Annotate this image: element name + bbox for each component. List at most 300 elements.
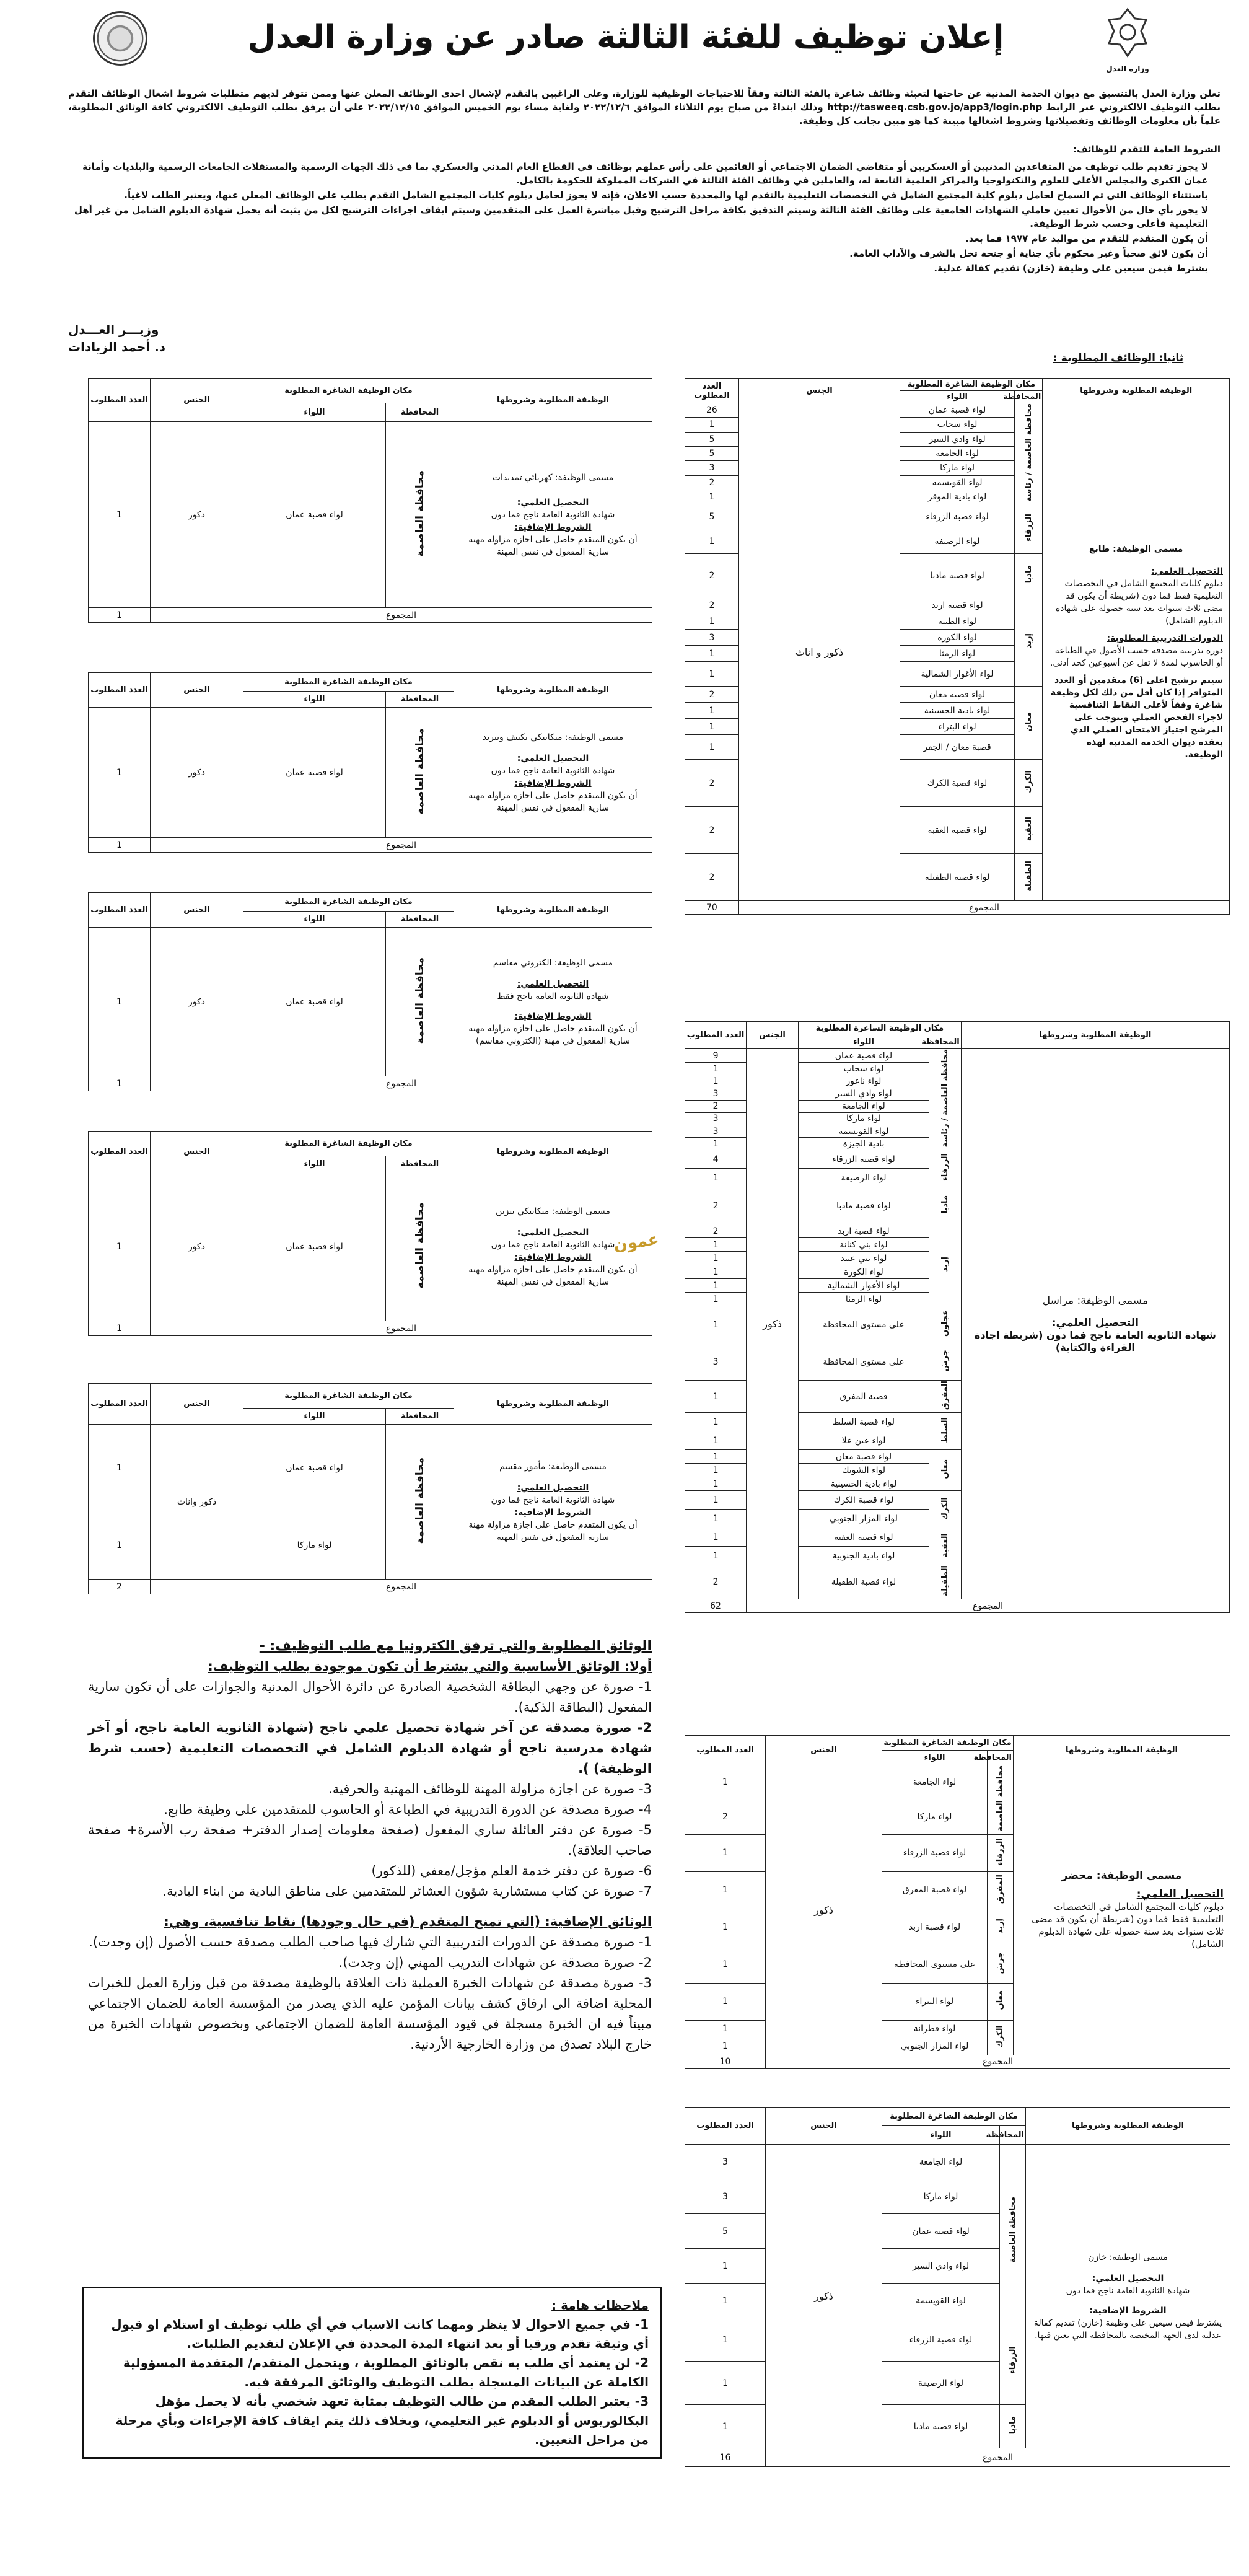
governorate-label: معان: [1023, 712, 1033, 732]
job-title: مسمى الوظيفة: ميكانيكي تكييف وتبريد: [482, 732, 624, 742]
governorate-label: محافظة العاصمة: [413, 728, 426, 815]
count-cell: 9: [685, 1049, 747, 1063]
district-cell: لواء الرصيفة: [882, 2362, 1000, 2405]
district-cell: لواء الرصيفة: [900, 529, 1014, 554]
col-header-count: العدد المطلوب: [89, 1132, 151, 1172]
count-cell: 1: [685, 1909, 766, 1946]
col-header-district: اللواء: [243, 403, 386, 422]
col-header-governorate: المحافظة: [929, 1035, 961, 1049]
total-label: المجموع: [766, 2448, 1230, 2467]
total-label: المجموع: [151, 1580, 652, 1594]
count-cell: 1: [685, 1431, 747, 1450]
edu-heading: التحصيل العلمي:: [517, 1227, 589, 1237]
count-cell: 4: [685, 1150, 747, 1169]
governorate-label: إربد: [996, 1918, 1006, 1934]
col-header-governorate: المحافظة: [1000, 2126, 1026, 2145]
count-cell: 1: [685, 1450, 747, 1464]
district-cell: على مستوى المحافظة: [799, 1306, 929, 1343]
governorate-label: محافظة العاصمة / رئاسة: [940, 1049, 950, 1148]
count-cell: 1: [685, 703, 739, 719]
col-header-count: العدد المطلوب: [685, 379, 739, 403]
governorate-label: الزرقاء: [996, 1837, 1006, 1866]
governorate-label: مادبا: [940, 1195, 950, 1214]
governorate-label: محافظة العاصمة: [996, 1765, 1006, 1832]
count-cell: 3: [685, 1125, 747, 1137]
total-label: المجموع: [151, 1076, 652, 1091]
count-cell: 1: [685, 1138, 747, 1150]
count-cell: 1: [89, 1172, 151, 1321]
col-header-governorate: المحافظة: [1014, 391, 1043, 403]
district-cell: لواء القويسمة: [882, 2284, 1000, 2318]
district-cell: لواء قصبة معان: [900, 687, 1014, 703]
edu-heading: التحصيل العلمي:: [1051, 1316, 1139, 1329]
list-item: أن يكون المتقدم للتقدم من مواليد عام ١٩٧٧ فما بعد.: [965, 233, 1208, 244]
district-cell: لواء ماركا: [243, 1511, 386, 1580]
col-header-gender: الجنس: [151, 893, 243, 928]
district-cell: لواء قصبة عمان: [243, 928, 386, 1076]
minister-title: وزيـــر العـــدل: [68, 322, 159, 337]
courier-conditions: [961, 1049, 1229, 1599]
district-cell: لواء الرصيفة: [799, 1169, 929, 1187]
count-cell: 1: [685, 1477, 747, 1491]
col-header-job: الوظيفة المطلوبة وشروطها: [1014, 1736, 1230, 1765]
col-header-place: مكان الوظيفة الشاغرة المطلوبة: [900, 379, 1043, 391]
count-cell: 1: [685, 646, 739, 662]
job-conditions: [454, 422, 652, 608]
extra-text: أن يكون المتقدم حاصل على اجازة مزاولة مهنة سارية المفعول في نفس المهنة: [468, 1264, 638, 1287]
count-cell: 1: [685, 1252, 747, 1265]
gender-cell: ذكور: [151, 708, 243, 838]
jordan-emblem: [1103, 6, 1152, 74]
col-header-governorate: المحافظة: [386, 912, 454, 928]
edu-heading: التحصيل العلمي:: [1136, 1888, 1224, 1901]
governorate-label: محافظة العاصمة / رئاسة: [1023, 403, 1033, 502]
col-header-gender: الجنس: [151, 1132, 243, 1172]
list-item: 2- لن يعتمد أي طلب به نقص بالوثائق المطلوبة ، ويتحمل المتقدم/ المتقدمة المسؤولية الكاملة عن البيانات المسجلة بطلب التوظيف والوثائق المرفقة فيه.: [123, 2355, 649, 2389]
count-cell: 2: [685, 1187, 747, 1224]
governorate-label: إربد: [1023, 633, 1033, 648]
job-title: مسمى الوظيفة: خازن: [1088, 2252, 1168, 2262]
count-cell: 2: [685, 854, 739, 901]
documents-extra-heading: الوثائق الإضافية: (التي تمنح المتقدم (في حال وجودها) نقاط تنافسية، وهي:: [164, 1914, 652, 1929]
count-cell: 1: [685, 1765, 766, 1800]
district-cell: لواء الجامعة: [882, 2145, 1000, 2179]
count-cell: 1: [685, 1238, 747, 1252]
district-cell: لواء بادية الحسينية: [900, 703, 1014, 719]
col-header-gender: الجنس: [738, 379, 900, 403]
count-cell: 3: [685, 461, 739, 475]
list-item: 5- صورة عن دفتر العائلة ساري المفعول (صفحة معلومات إصدار الدفتر+ صفحة رب الأسرة+ صفحة صاحب العلاقة).: [88, 1822, 652, 1858]
list-item: لا يجوز بأي حال من الأحوال تعيين حاملي الشهادات الجامعية على وظائف الفئة الثالثة وسيتم التدقيق بكافة مراحل الترشيح وقبل مباشرة العمل على المتقدمين وسيتم ايقاف اجراءات الترشيح لكل من يثبت أنه يحمل شهادة الدبلوم الشامل من غير أهل التعليمية فأعلى وحسب شرط الوظيفة.: [74, 204, 1208, 229]
total-label: المجموع: [151, 1321, 652, 1336]
col-header-job: الوظيفة المطلوبة وشروطها: [454, 1132, 652, 1172]
district-cell: لواء البتراء: [900, 719, 1014, 735]
edu-heading: التحصيل العلمي:: [517, 753, 589, 763]
page-title: إعلان توظيف للفئة الثالثة صادر عن وزارة العدل: [247, 19, 1004, 56]
governorate-label: المفرق: [996, 1874, 1006, 1904]
col-header-job: الوظيفة المطلوبة وشروطها: [454, 673, 652, 708]
col-header-place: مكان الوظيفة الشاغرة المطلوبة: [243, 673, 454, 692]
governorate-label: محافظة العاصمة: [413, 470, 426, 557]
switchboard-operator-table: [88, 1383, 652, 1594]
documents-basic-heading: أولا: الوثائق الأساسية والتي يشترط أن تكون موجودة بطلب التوظيف:: [208, 1659, 652, 1674]
ac-mechanic-table: [88, 672, 652, 853]
extra-heading: الشروط الإضافية:: [514, 1011, 592, 1021]
governorate-label: الطفيلة: [940, 1565, 950, 1597]
electronics-table: [88, 892, 652, 1091]
count-cell: 1: [685, 1381, 747, 1413]
edu-text: دبلوم كليات المجتمع الشامل في التخصصات التعليمية فقط فما دون (شريطة أن يكون قد مضى ثلاث سنوات بعد سنة حصوله على شهادة الدبلوم الشامل): [1032, 1901, 1224, 1950]
governorate-label: العقبة: [940, 1533, 950, 1558]
job-title: مسمى الوظيفة: مأمور مقسم: [499, 1461, 607, 1472]
count-cell: 1: [685, 613, 739, 630]
col-header-governorate: المحافظة: [386, 403, 454, 422]
courses-heading: الدورات التدريبية المطلوبة:: [1107, 633, 1223, 644]
edu-heading: التحصيل العلمي:: [1151, 566, 1223, 577]
courier-table: [685, 1021, 1230, 1613]
count-cell: 1: [685, 1063, 747, 1075]
count-cell: 5: [685, 446, 739, 460]
extra-text: أن يكون المتقدم حاصل على اجازة مزاولة مهنة سارية المفعول في نفس المهنة: [468, 534, 638, 557]
col-header-place: مكان الوظيفة الشاغرة المطلوبة: [243, 1384, 454, 1409]
count-cell: 1: [685, 1510, 747, 1528]
district-cell: لواء قصبة الكرك: [799, 1491, 929, 1510]
district-cell: على مستوى المحافظة: [882, 1946, 988, 1983]
governorate-label: جرش: [996, 1952, 1006, 1974]
district-cell: لواء الأغوار الشمالية: [900, 662, 1014, 687]
general-conditions-heading: الشروط العامة للتقدم للوظائف:: [1073, 144, 1221, 155]
count-cell: 3: [685, 630, 739, 646]
list-item: 1- صورة مصدقة عن الدورات التدريبية التي شارك فيها صاحب الطلب مصدقة حسب الأصول (إن وجدت).: [89, 1935, 652, 1950]
total-value: 2: [89, 1580, 151, 1594]
col-header-governorate: المحافظة: [386, 1156, 454, 1172]
emblem-caption: وزارة العدل: [1106, 64, 1149, 73]
col-header-gender: الجنس: [151, 1384, 243, 1425]
documents-heading: الوثائق المطلوبة والتي ترفق الكترونيا مع طلب التوظيف: -: [259, 1638, 652, 1654]
governorate-label: إربد: [940, 1256, 950, 1272]
district-cell: لواء وادي السير: [882, 2249, 1000, 2284]
general-conditions-list: [68, 160, 1208, 276]
printer-table: [685, 378, 1230, 915]
district-cell: لواء بادية الحسينية: [799, 1477, 929, 1491]
total-label: المجموع: [151, 838, 652, 853]
extra-heading: الشروط الإضافية:: [514, 1252, 592, 1262]
district-cell: لواء قصبة اربد: [799, 1224, 929, 1238]
district-cell: لواء الكورة: [900, 630, 1014, 646]
district-cell: لواء قصبة عمان: [243, 708, 386, 838]
count-cell: 1: [685, 490, 739, 504]
col-header-district: اللواء: [243, 692, 386, 708]
edu-heading: التحصيل العلمي:: [517, 978, 589, 989]
governorate-label: السلط: [940, 1417, 950, 1443]
district-cell: لواء قصبة الزرقاء: [882, 1834, 988, 1871]
district-cell: لواء الجامعة: [799, 1100, 929, 1112]
count-cell: 1: [685, 1491, 747, 1510]
col-header-job: الوظيفة المطلوبة وشروطها: [961, 1022, 1229, 1049]
district-cell: لواء ماركا: [799, 1112, 929, 1125]
district-cell: لواء قطرانة: [882, 2020, 988, 2038]
edu-heading: التحصيل العلمي:: [517, 497, 589, 508]
governorate-label: الطفيلة: [1023, 860, 1033, 892]
district-cell: لواء قصبة الزرقاء: [799, 1150, 929, 1169]
district-cell: لواء الكورة: [799, 1265, 929, 1279]
job-title: مسمى الوظيفة: مراسل: [1042, 1294, 1148, 1307]
job-title: مسمى الوظيفة: محضر: [1061, 1870, 1182, 1883]
district-cell: قصبة المفرق: [799, 1381, 929, 1413]
col-header-place: مكان الوظيفة الشاغرة المطلوبة: [799, 1022, 961, 1035]
governorate-label: جرش: [940, 1350, 950, 1372]
count-cell: 5: [685, 432, 739, 446]
intro-paragraph: تعلن وزارة العدل بالتنسيق مع ديوان الخدمة المدنية عن حاجتها لتعبئة وظائف شاغرة بالفئة الثالثة وفقاً للاحتياجات الوظيفية للوزارة، وعلى الراغبين بالتقدم لإشغال احدى الوظائف المعلن عنها وممن تتوفر لديهم متطلبات شروط اشغال الوظائف التقدم بطلب التوظيف الالكتروني عبر الرابط http://tasweeq.csb.gov.jo/app3/login.php وذلك ابتداءً من صباح يوم الثلاثاء الموافق ٢٠٢٢/١٢/٦ ولغاية مساء يوم الخميس الموافق ٢٠٢٢/١٢/١٥ على أن يرفق بطلب التوظيف الالكتروني كافة الوثائق المطلوبة، علماً بأن معلومات الوظائف وتفصيلاتها وشروط اشغالها مبينة كما هو مبين بجانب كل وظيفة.: [68, 88, 1221, 126]
count-cell: 1: [685, 1413, 747, 1431]
list-item: 2- صورة مصدقة عن آخر شهادة تحصيل علمي ناجح (شهادة الثانوية العامة ناجح، أو آخر شهادة مدرسية ناجح أو شهادة الدبلوم الشامل في التخصصات التعليمية (حسب شرط الوظيفة) ).: [88, 1720, 652, 1776]
total-value: 1: [89, 608, 151, 623]
count-cell: 1: [685, 735, 739, 760]
list-item: 3- صورة مصدقة عن شهادات الخبرة العملية ذات العلاقة بالوظيفة مصدقة من قبل وزارة العمل للخبرات المحلية اضافة الى ارفاق كشف بيانات المؤمن عليه الذي يصدر من المؤسسة العامة للضمان الاجتماعي مبيناً فيه ان الخبرة مسجلة في قيود المؤسسة العامة للضمان الاجتماعي وبخصوص شهادات الخبرة من خارج البلاد تصدق من وزارة الخارجية الأردنية.: [88, 1976, 652, 2052]
gender-cell: ذكور: [747, 1049, 799, 1599]
important-notes-box: [82, 2287, 662, 2459]
count-cell: 1: [89, 708, 151, 838]
total-label: المجموع: [766, 2055, 1230, 2068]
col-header-governorate: المحافظة: [386, 1409, 454, 1425]
list-item: 7- صورة عن كتاب مستشارية شؤون العشائر للمتقدمين على مناطق البادية من ابناء البادية.: [162, 1884, 652, 1899]
district-cell: لواء سحاب: [900, 418, 1014, 432]
count-cell: 1: [89, 1425, 151, 1511]
district-cell: لواء القويسمة: [900, 475, 1014, 490]
governorate-label: العقبة: [1023, 817, 1033, 842]
gender-cell: ذكور: [151, 928, 243, 1076]
count-cell: 1: [685, 2318, 766, 2362]
col-header-gender: الجنس: [766, 1736, 882, 1765]
col-header-gender: الجنس: [747, 1022, 799, 1049]
minister-name: د. أحمد الزيادات: [68, 340, 166, 354]
extra-heading: الشروط الإضافية:: [514, 1507, 592, 1518]
governorate-label: محافظة العاصمة: [413, 957, 426, 1044]
gender-cell: ذكور: [766, 1765, 882, 2055]
district-cell: لواء الرمثا: [900, 646, 1014, 662]
governorate-label: معان: [940, 1459, 950, 1479]
clerk-table: [685, 1735, 1230, 2069]
col-header-gender: الجنس: [766, 2108, 882, 2145]
count-cell: 2: [685, 687, 739, 703]
total-value: 1: [89, 1321, 151, 1336]
count-cell: 1: [685, 1169, 747, 1187]
count-cell: 1: [685, 1464, 747, 1477]
governorate-label: محافظة العاصمة: [413, 1457, 426, 1544]
notes-heading: ملاحظات هامة :: [551, 2298, 649, 2313]
job-title: مسمى الوظيفة: الكتروني مقاسم: [493, 957, 613, 968]
extra-text: أن يكون المتقدم حاصل على اجازة مزاولة مهنة سارية المفعول في نفس المهنة: [468, 1519, 638, 1542]
col-header-count: العدد المطلوب: [89, 379, 151, 422]
extra-heading: الشروط الإضافية:: [1089, 2305, 1167, 2316]
col-header-job: الوظيفة المطلوبة وشروطها: [454, 893, 652, 928]
governorate-label: الزرقاء: [1008, 2346, 1018, 2374]
district-cell: لواء بني كنانة: [799, 1238, 929, 1252]
col-header-district: اللواء: [243, 912, 386, 928]
gender-cell: ذكور: [766, 2145, 882, 2448]
col-header-place: مكان الوظيفة الشاغرة المطلوبة: [243, 379, 454, 403]
count-cell: 1: [89, 422, 151, 608]
col-header-district: اللواء: [243, 1156, 386, 1172]
gender-cell: ذكور: [151, 422, 243, 608]
count-cell: 1: [685, 2038, 766, 2055]
list-item: 1- صورة عن وجهي البطاقة الشخصية الصادرة عن دائرة الأحوال المدنية والجوازات على أن تكون سارية المفعول (البطاقة الذكية).: [88, 1679, 652, 1715]
list-item: 3- صورة عن اجازة مزاولة المهنة للوظائف المهنية والحرفية.: [328, 1782, 652, 1796]
governorate-label: مادبا: [1008, 2416, 1018, 2435]
district-cell: لواء قصبة الزرقاء: [882, 2318, 1000, 2362]
list-item: لا يجوز تقديم طلب توظيف من المتقاعدين المدنيين أو العسكريين أو متقاضي الضمان الاجتماعي أو القائمين على رأس عملهم بوظائف في القطاع العام المدني والعسكري بما في ذلك الجهات الرسمية والمستقلات الجامعات الرسمية والبلديات وأمانة عمان الكبرى والمجلس الأعلى للعلوم والتكنولوجيا والمراكز العلمية التابعة له، والعاملين في وظائف الفئة الثالثة في الشركات المملوكة للحكومة بالكامل.: [82, 161, 1208, 186]
district-cell: لواء قصبة معان: [799, 1450, 929, 1464]
district-cell: لواء المزار الجنوبي: [799, 1510, 929, 1528]
district-cell: لواء بادية الجنوبية: [799, 1547, 929, 1565]
count-cell: 1: [685, 2020, 766, 2038]
printer-conditions: [1043, 403, 1230, 901]
count-cell: 1: [685, 2284, 766, 2318]
count-cell: 1: [685, 1279, 747, 1293]
count-cell: 1: [685, 1983, 766, 2020]
total-label: المجموع: [747, 1599, 1230, 1613]
count-cell: 2: [685, 597, 739, 613]
petrol-mechanic-table: [88, 1131, 652, 1336]
total-value: 10: [685, 2055, 766, 2068]
col-header-gender: الجنس: [151, 673, 243, 708]
district-cell: لواء قصبة مادبا: [882, 2405, 1000, 2448]
count-cell: 1: [685, 2405, 766, 2448]
district-cell: لواء قصبة اربد: [900, 597, 1014, 613]
district-cell: لواء البتراء: [882, 1983, 988, 2020]
district-cell: لواء قصبة اربد: [882, 1909, 988, 1946]
governorate-label: عجلون: [940, 1310, 950, 1337]
storekeeper-table: [685, 2107, 1230, 2467]
list-item: 6- صورة عن دفتر خدمة العلم مؤجل/معفي (للذكور): [371, 1863, 652, 1878]
storekeeper-conditions: [1026, 2145, 1230, 2448]
district-cell: لواء الجامعة: [882, 1765, 988, 1800]
count-cell: 1: [685, 1306, 747, 1343]
col-header-place: مكان الوظيفة الشاغرة المطلوبة: [882, 1736, 1014, 1751]
district-cell: لواء قصبة عمان: [243, 1425, 386, 1511]
col-header-job: الوظيفة المطلوبة وشروطها: [454, 379, 652, 422]
count-cell: 2: [685, 1224, 747, 1238]
district-cell: لواء قصبة السلط: [799, 1413, 929, 1431]
district-cell: لواء المزار الجنوبي: [882, 2038, 988, 2055]
governorate-label: معان: [996, 1990, 1006, 2010]
district-cell: لواء قصبة العقبة: [900, 807, 1014, 854]
district-cell: لواء قصبة مادبا: [799, 1187, 929, 1224]
col-header-count: العدد المطلوب: [685, 1736, 766, 1765]
district-cell: على مستوى المحافظة: [799, 1343, 929, 1381]
list-item: 2- صورة مصدقة عن شهادات التدريب المهني (إن وجدت).: [338, 1955, 652, 1970]
col-header-district: اللواء: [882, 2126, 1000, 2145]
district-cell: لواء الجامعة: [900, 446, 1014, 460]
clerk-conditions: [1014, 1765, 1230, 2055]
governorate-label: محافظة العاصمة: [1008, 2197, 1018, 2263]
list-item: 1- في جميع الاحوال لا ينظر ومهما كانت الاسباب في أي طلب توظيف او استلام او قبول أي وثيقة تقدم ورقيا أو بعد انتهاء المدة المحددة في الإعلان لتقديم الطلبات.: [111, 2317, 649, 2351]
district-cell: لواء قصبة العقبة: [799, 1528, 929, 1547]
count-cell: 3: [685, 1088, 747, 1100]
gender-cell: ذكور و اناث: [738, 403, 900, 901]
col-header-gender: الجنس: [151, 379, 243, 422]
count-cell: 3: [685, 1343, 747, 1381]
count-cell: 1: [685, 662, 739, 687]
watermark-stamp: عمون: [612, 1230, 660, 1255]
ministry-logo: [93, 11, 147, 66]
governorate-label: محافظة العاصمة: [413, 1202, 426, 1289]
count-cell: 1: [685, 2362, 766, 2405]
list-item: باستثناء الوظائف التي تم السماح لحامل دبلوم كلية المجتمع الشامل في التخصصات التعليمية بالتقدم لها والمحددة حسب الاعلان، فإنه لا يجوز لحامل دبلوم كليات المجتمع الشامل التقدم بطلب على الوظائف المعلن عنها، ويعتبر الطلب لاغياً.: [124, 190, 1208, 201]
governorate-label: الكرك: [1023, 770, 1033, 794]
list-item: 3- يعتبر الطلب المقدم من طالب التوظيف بمثابة تعهد شخصي بأنه لا يحمل مؤهل البكالوريوس أو الدبلوم غير التعليمي، وبخلاف ذلك يتم ايقاف كافة الإجراءات وبأي مرحلة من مراحل التعيين.: [115, 2394, 649, 2447]
job-conditions: [454, 928, 652, 1076]
district-cell: لواء قصبة عمان: [900, 403, 1014, 418]
section-label: ثانيا: الوظائف المطلوبة :: [1053, 352, 1184, 364]
district-cell: لواء ماركا: [900, 461, 1014, 475]
count-cell: 1: [89, 1511, 151, 1580]
total-value: 1: [89, 838, 151, 853]
col-header-count: العدد المطلوب: [89, 1384, 151, 1425]
total-value: 62: [685, 1599, 747, 1613]
total-value: 16: [685, 2448, 766, 2467]
col-header-district: اللواء: [900, 391, 1014, 403]
district-cell: لواء الرمثا: [799, 1293, 929, 1306]
district-cell: لواء ماركا: [882, 2179, 1000, 2214]
governorate-label: الزرقاء: [940, 1153, 950, 1182]
extra-heading: الشروط الإضافية:: [514, 778, 592, 788]
col-header-place: مكان الوظيفة الشاغرة المطلوبة: [243, 893, 454, 912]
edu-text: شهادة الثانوية العامة ناجح فما دون: [491, 509, 615, 520]
edu-text: شهادة الثانوية العامة ناجح فما دون: [491, 1239, 615, 1250]
list-item: أن يكون لائق صحياً وغير محكوم بأي جناية أو جنحة تخل بالشرف والآداب العامة.: [849, 248, 1208, 259]
job-title: مسمى الوظيفة: ميكانيكي بنزين: [496, 1206, 610, 1216]
count-cell: 1: [89, 928, 151, 1076]
count-cell: 1: [685, 1528, 747, 1547]
count-cell: 2: [685, 475, 739, 490]
count-cell: 5: [685, 2214, 766, 2249]
count-cell: 3: [685, 2145, 766, 2179]
count-cell: 2: [685, 1565, 747, 1599]
documents-section: [88, 1636, 652, 2055]
district-cell: لواء وادي السير: [900, 432, 1014, 446]
count-cell: 2: [685, 807, 739, 854]
col-header-job: الوظيفة المطلوبة وشروطها: [1026, 2108, 1230, 2145]
col-header-count: العدد المطلوب: [685, 1022, 747, 1049]
count-cell: 1: [685, 1547, 747, 1565]
district-cell: لواء قصبة الطفيلة: [900, 854, 1014, 901]
col-header-district: اللواء: [243, 1409, 386, 1425]
count-cell: 3: [685, 1112, 747, 1125]
district-cell: لواء قصبة عمان: [243, 1172, 386, 1321]
district-cell: لواء قصبة مادبا: [900, 554, 1014, 597]
edu-text: شهادة الثانوية العامة ناجح فما دون: [1066, 2285, 1190, 2296]
total-value: 1: [89, 1076, 151, 1091]
count-cell: 1: [685, 529, 739, 554]
col-header-governorate: المحافظة: [386, 692, 454, 708]
district-cell: لواء القويسمة: [799, 1125, 929, 1137]
col-header-district: اللواء: [882, 1751, 988, 1765]
district-cell: قصبة معان / الجفر: [900, 735, 1014, 760]
col-header-count: العدد المطلوب: [89, 673, 151, 708]
count-cell: 1: [685, 418, 739, 432]
job-conditions: [454, 708, 652, 838]
courses-text: دورة تدريبية مصدقة حسب الأصول في الطباعة أو الحاسوب لمدة لا تقل عن أسبوعين كحد أدنى.: [1050, 646, 1223, 669]
governorate-label: الكرك: [996, 2024, 1006, 2048]
district-cell: لواء عين علا: [799, 1431, 929, 1450]
edu-text: شهادة الثانوية العامة ناجح فما دون (شريطة اجادة القراءة والكتابة): [974, 1329, 1216, 1353]
extra-text: يشترط فيمن سيعين على وظيفة (خازن) تقديم كفالة عدلية لدى الجهة المختصة بالمحافظة التي يعين فيها.: [1033, 2318, 1222, 2341]
district-cell: لواء قصبة الطفيلة: [799, 1565, 929, 1599]
count-cell: 26: [685, 403, 739, 418]
governorate-label: المفرق: [940, 1381, 950, 1410]
edu-text: شهادة الثانوية العامة ناجح فما دون: [491, 1495, 615, 1505]
